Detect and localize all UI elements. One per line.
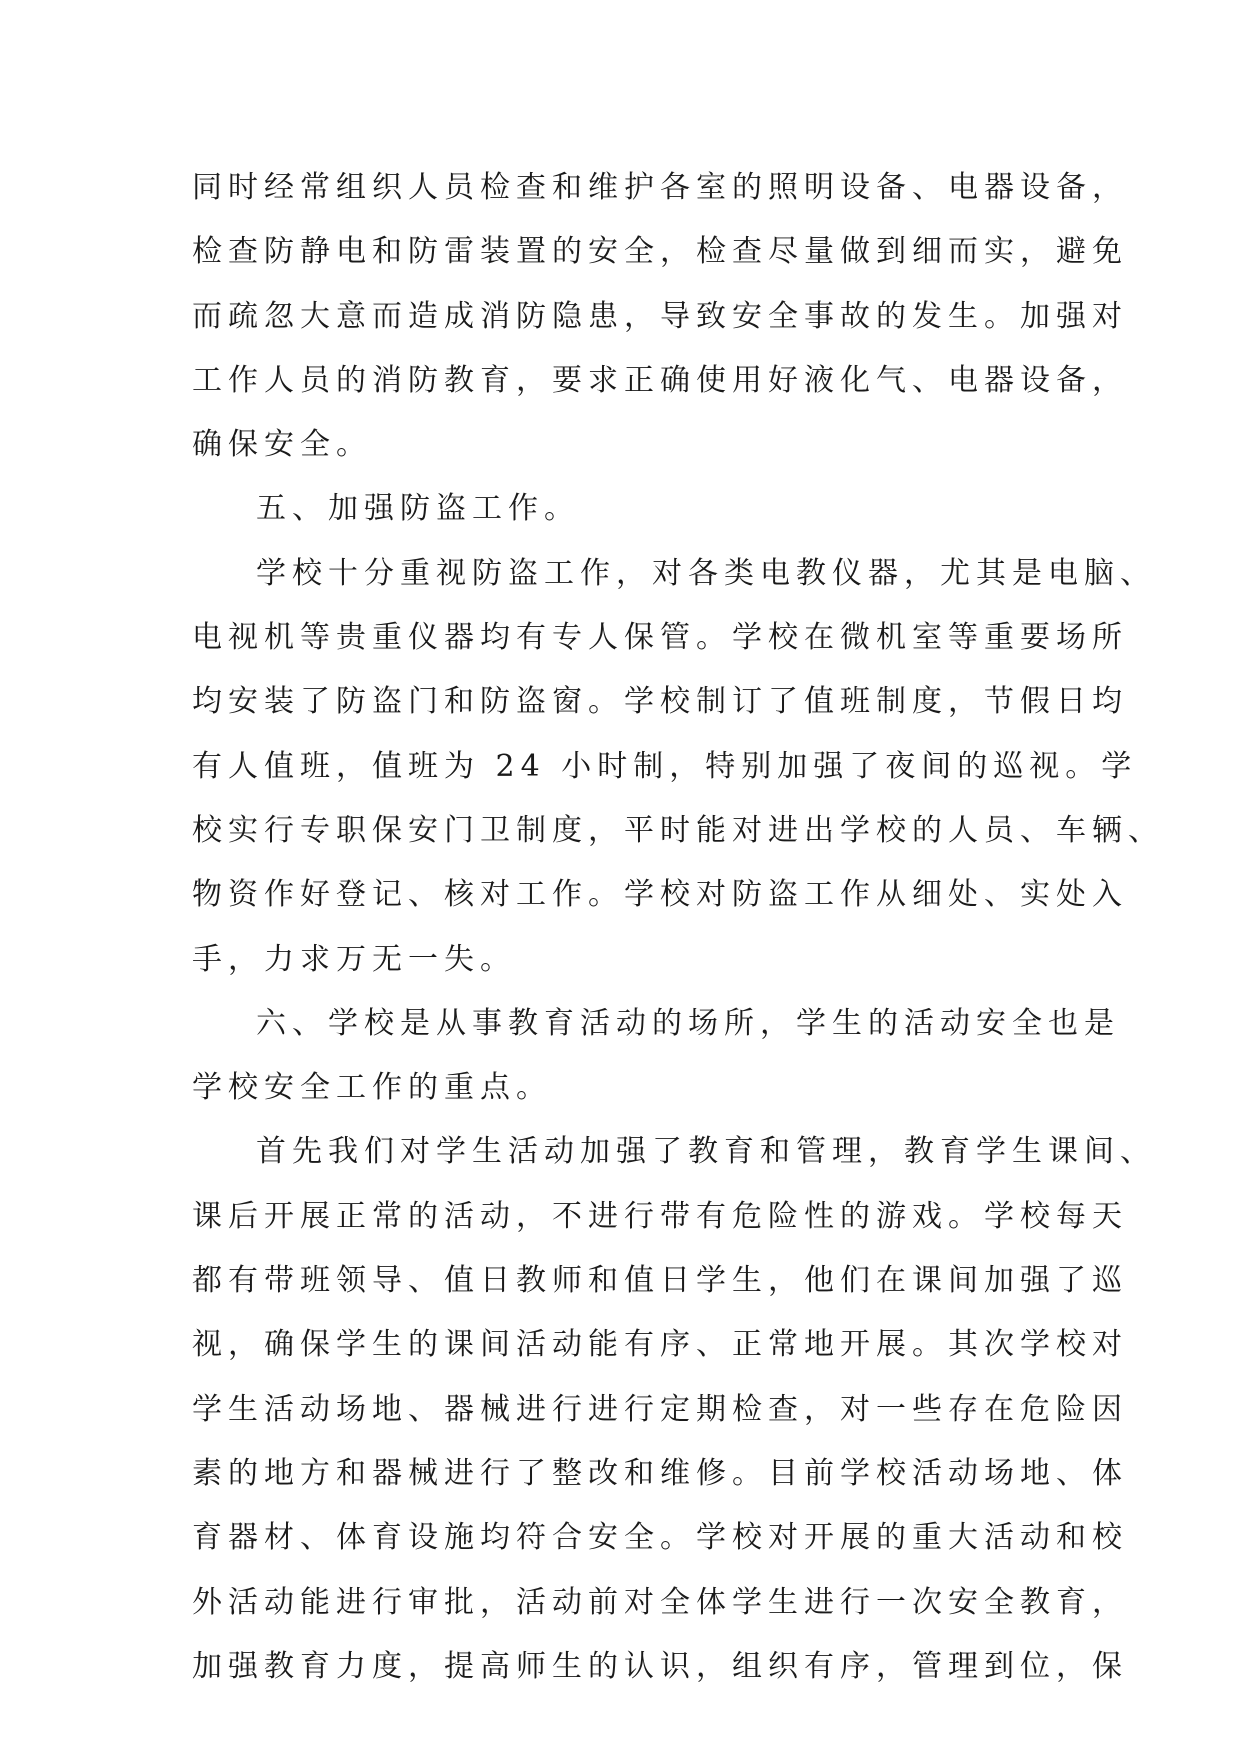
document-body [192, 156, 1164, 1699]
text-line: 课后开展正常的活动，不进行带有危险性的游戏。学校每天 [192, 1198, 1128, 1234]
text-line: 外活动能进行审批，活动前对全体学生进行一次安全教育， [192, 1584, 1128, 1620]
text-line: 工作人员的消防教育，要求正确使用好液化气、电器设备， [192, 362, 1128, 398]
text-line: 确保安全。 [192, 427, 372, 463]
text-line: 物资作好登记、核对工作。学校对防盗工作从细处、实处入 [192, 877, 1128, 913]
text-line: 均安装了防盗门和防盗窗。学校制订了值班制度，节假日均 [192, 684, 1128, 720]
text-line: 学校安全工作的重点。 [192, 1070, 552, 1106]
text-line: 有人值班，值班为 24 小时制，特别加强了夜间的巡视。学 [192, 748, 1138, 784]
text-line: 电视机等贵重仪器均有专人保管。学校在微机室等重要场所 [192, 620, 1128, 656]
text-line: 育器材、体育设施均符合安全。学校对开展的重大活动和校 [192, 1520, 1128, 1556]
text-line: 同时经常组织人员检查和维护各室的照明设备、电器设备， [192, 170, 1128, 205]
text-line: 而疏忽大意而造成消防隐患，导致安全事故的发生。加强对 [192, 298, 1128, 334]
text-line: 校实行专职保安门卫制度，平时能对进出学校的人员、车辆、 [192, 812, 1164, 848]
text-line: 加强教育力度，提高师生的认识，组织有序，管理到位，保 [192, 1648, 1128, 1684]
text-line: 视，确保学生的课间活动能有序、正常地开展。其次学校对 [192, 1327, 1128, 1363]
text-line: 五、加强防盗工作。 [256, 491, 580, 527]
text-line: 素的地方和器械进行了整改和维修。目前学校活动场地、体 [192, 1455, 1128, 1491]
text-line: 检查防静电和防雷装置的安全，检查尽量做到细而实，避免 [192, 234, 1128, 270]
text-line: 首先我们对学生活动加强了教育和管理，教育学生课间、 [256, 1134, 1156, 1170]
text-line: 手，力求万无一失。 [192, 941, 516, 977]
text-line: 学校十分重视防盗工作，对各类电教仪器，尤其是电脑、 [256, 555, 1156, 591]
text-line: 六、学校是从事教育活动的场所，学生的活动安全也是 [256, 1005, 1120, 1041]
text-line: 都有带班领导、值日教师和值日学生，他们在课间加强了巡 [192, 1263, 1128, 1299]
text-line: 学生活动场地、器械进行进行定期检查，对一些存在危险因 [192, 1391, 1128, 1427]
